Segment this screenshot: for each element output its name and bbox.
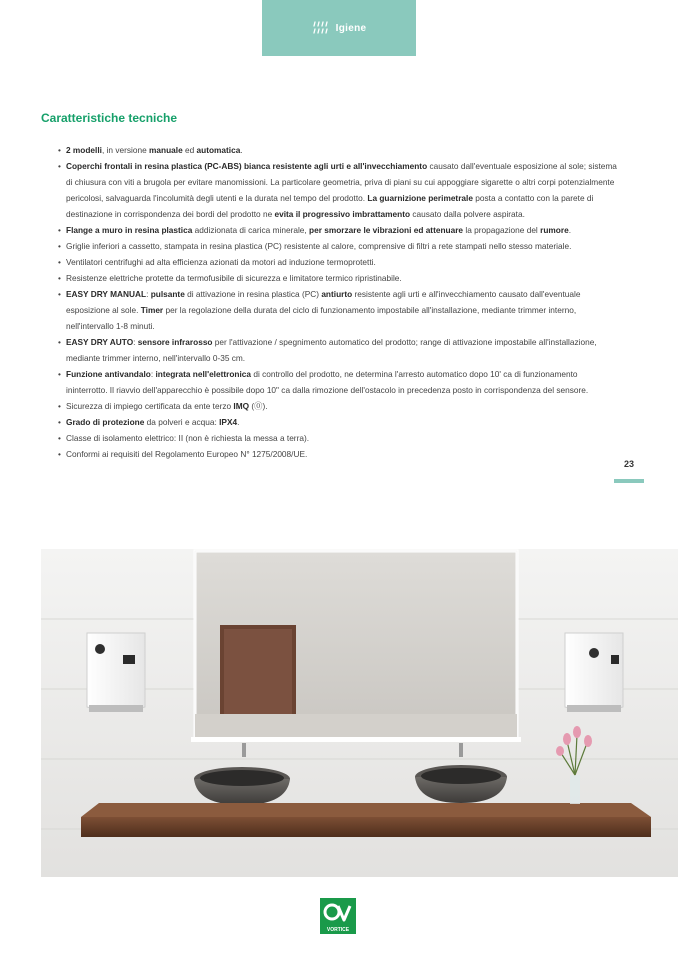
spec-text: :: [133, 337, 138, 347]
spec-text: resistente agli urti e all'invecchiamento causato dall'eventuale esposizione al sole.: [66, 289, 581, 315]
spec-text: , in versione: [101, 145, 150, 155]
spec-bold-text: Flange a muro in resina plastica: [66, 225, 193, 235]
spec-text: da polveri e acqua:: [144, 417, 220, 427]
spec-text: ed: [182, 145, 197, 155]
spec-bold-text: 2 modelli: [66, 145, 102, 155]
spec-bold-text: IPX4: [219, 417, 238, 427]
page-number: 23: [623, 459, 634, 469]
spec-text: posta a contatto con la parete di destinazione in corrispondenza dei bordi del prodotto ne: [66, 193, 594, 219]
spec-text: .: [237, 417, 240, 427]
wooden-shelf: [81, 803, 651, 817]
spec-text: Classe di isolamento elettrico: II (non è richiesta la messa a terra).: [66, 433, 310, 443]
spec-text: Resistenze elettriche protette da termofusibile di sicurezza e limitatore termico ripristinabile.: [66, 273, 402, 283]
spec-bold-text: antiurto: [321, 289, 353, 299]
spec-item: [58, 430, 620, 446]
spec-bold-text: pulsante: [150, 289, 185, 299]
spec-item: [58, 446, 620, 462]
section-tab: [262, 0, 416, 56]
spec-item: [58, 286, 620, 334]
spec-text: addizionata di carica minerale,: [192, 225, 310, 235]
spec-text: Griglie inferiori a cassetto, stampata in resina plastica (PC) resistente al calore, comprensive di filtri a rete stampati nello stesso materiale.: [66, 241, 572, 251]
spec-text: la propagazione del: [463, 225, 541, 235]
spec-text: .: [568, 225, 571, 235]
spec-text: Sicurezza di impiego certificata da ente terzo: [66, 401, 234, 411]
spec-item: [58, 366, 620, 398]
spec-text: Conformi ai requisiti del Regolamento Europeo N° 1275/2008/UE.: [66, 449, 308, 459]
spec-bold-text: automatica: [196, 145, 241, 155]
spec-bold-text: per smorzare le vibrazioni ed attenuare: [309, 225, 464, 235]
spec-text: di controllo del prodotto, ne determina l'arresto automatico dopo 10' ca di funzionamento ininterrotto. Il riavvio dell'apparecchio è possibile dopo 10" ca dalla rimozione dell'ostacolo in precedenza posto in corrispondenza del sensore.: [66, 369, 589, 395]
spec-text: causato dalla polvere aspirata.: [410, 209, 525, 219]
spec-item: [58, 254, 620, 270]
spec-item: [58, 238, 620, 254]
spec-item: [58, 142, 620, 158]
page-number-bar: [614, 479, 644, 483]
bathroom-illustration: [41, 549, 678, 877]
spec-text: :: [146, 289, 151, 299]
hand-dryer-right: [565, 633, 623, 712]
spec-item: [58, 158, 620, 222]
spec-bold-text: evita il progressivo imbrattamento: [274, 209, 411, 219]
hand-dryer-left: [87, 633, 145, 712]
spec-text: per l'attivazione / spegnimento automatico del prodotto; range di attivazione impostabile all'installazione, mediante trimmer interno, nell'intervallo 0-35 cm.: [66, 337, 597, 363]
spec-bold-text: integrata nell'elettronica: [155, 369, 252, 379]
hand-dryer-icon: [312, 21, 330, 35]
spec-item: [58, 334, 620, 366]
bathroom-photo: [41, 549, 678, 877]
spec-bold-text: La guarnizione perimetrale: [367, 193, 473, 203]
spec-text: :: [150, 369, 156, 379]
spec-bold-text: manuale: [149, 145, 183, 155]
section-label: Igiene: [335, 22, 367, 34]
spec-bold-text: Timer: [140, 305, 164, 315]
spec-list: [58, 142, 620, 462]
spec-text: di attivazione in resina plastica (PC): [184, 289, 322, 299]
spec-item: [58, 398, 620, 414]
spec-item: [58, 414, 620, 430]
spec-bold-text: rumore: [540, 225, 569, 235]
page-title: Caratteristiche tecniche: [41, 111, 178, 125]
spec-text: causato dall'eventuale esposizione al sole; sistema di chiusura con viti a brugola per evitare manomissioni. La particolare geometria, priva di piani su cui appoggiare sigarette o altri corpi potenzialmente pericolosi, salvaguarda l'incolumità degli utenti e la durata nel tempo del prodotto.: [66, 161, 617, 203]
spec-bold-text: EASY DRY AUTO: [66, 337, 134, 347]
vortice-logo: [320, 898, 356, 934]
spec-bold-text: Funzione antivandalo: [66, 369, 151, 379]
brand-name: VORTICE: [326, 927, 350, 933]
spec-text: Ventilatori centrifughi ad alta efficienza azionati da motori ad induzione termoprotetti.: [66, 257, 376, 267]
spec-text: .: [240, 145, 243, 155]
spec-bold-text: Coperchi frontali in resina plastica (PC-ABS) bianca resistente agli urti e all'invecchiamento: [66, 161, 428, 171]
spec-bold-text: IMQ: [233, 401, 250, 411]
spec-item: [58, 270, 620, 286]
spec-item: [58, 222, 620, 238]
spec-text: (⓪).: [249, 401, 268, 411]
spec-bold-text: Grado di protezione: [66, 417, 145, 427]
spec-text: per la regolazione della durata del ciclo di funzionamento impostabile all'installazione, mediante trimmer interno, nell'intervallo 1-8 minuti.: [66, 305, 577, 331]
spec-bold-text: sensore infrarosso: [137, 337, 213, 347]
spec-bold-text: EASY DRY MANUAL: [66, 289, 147, 299]
